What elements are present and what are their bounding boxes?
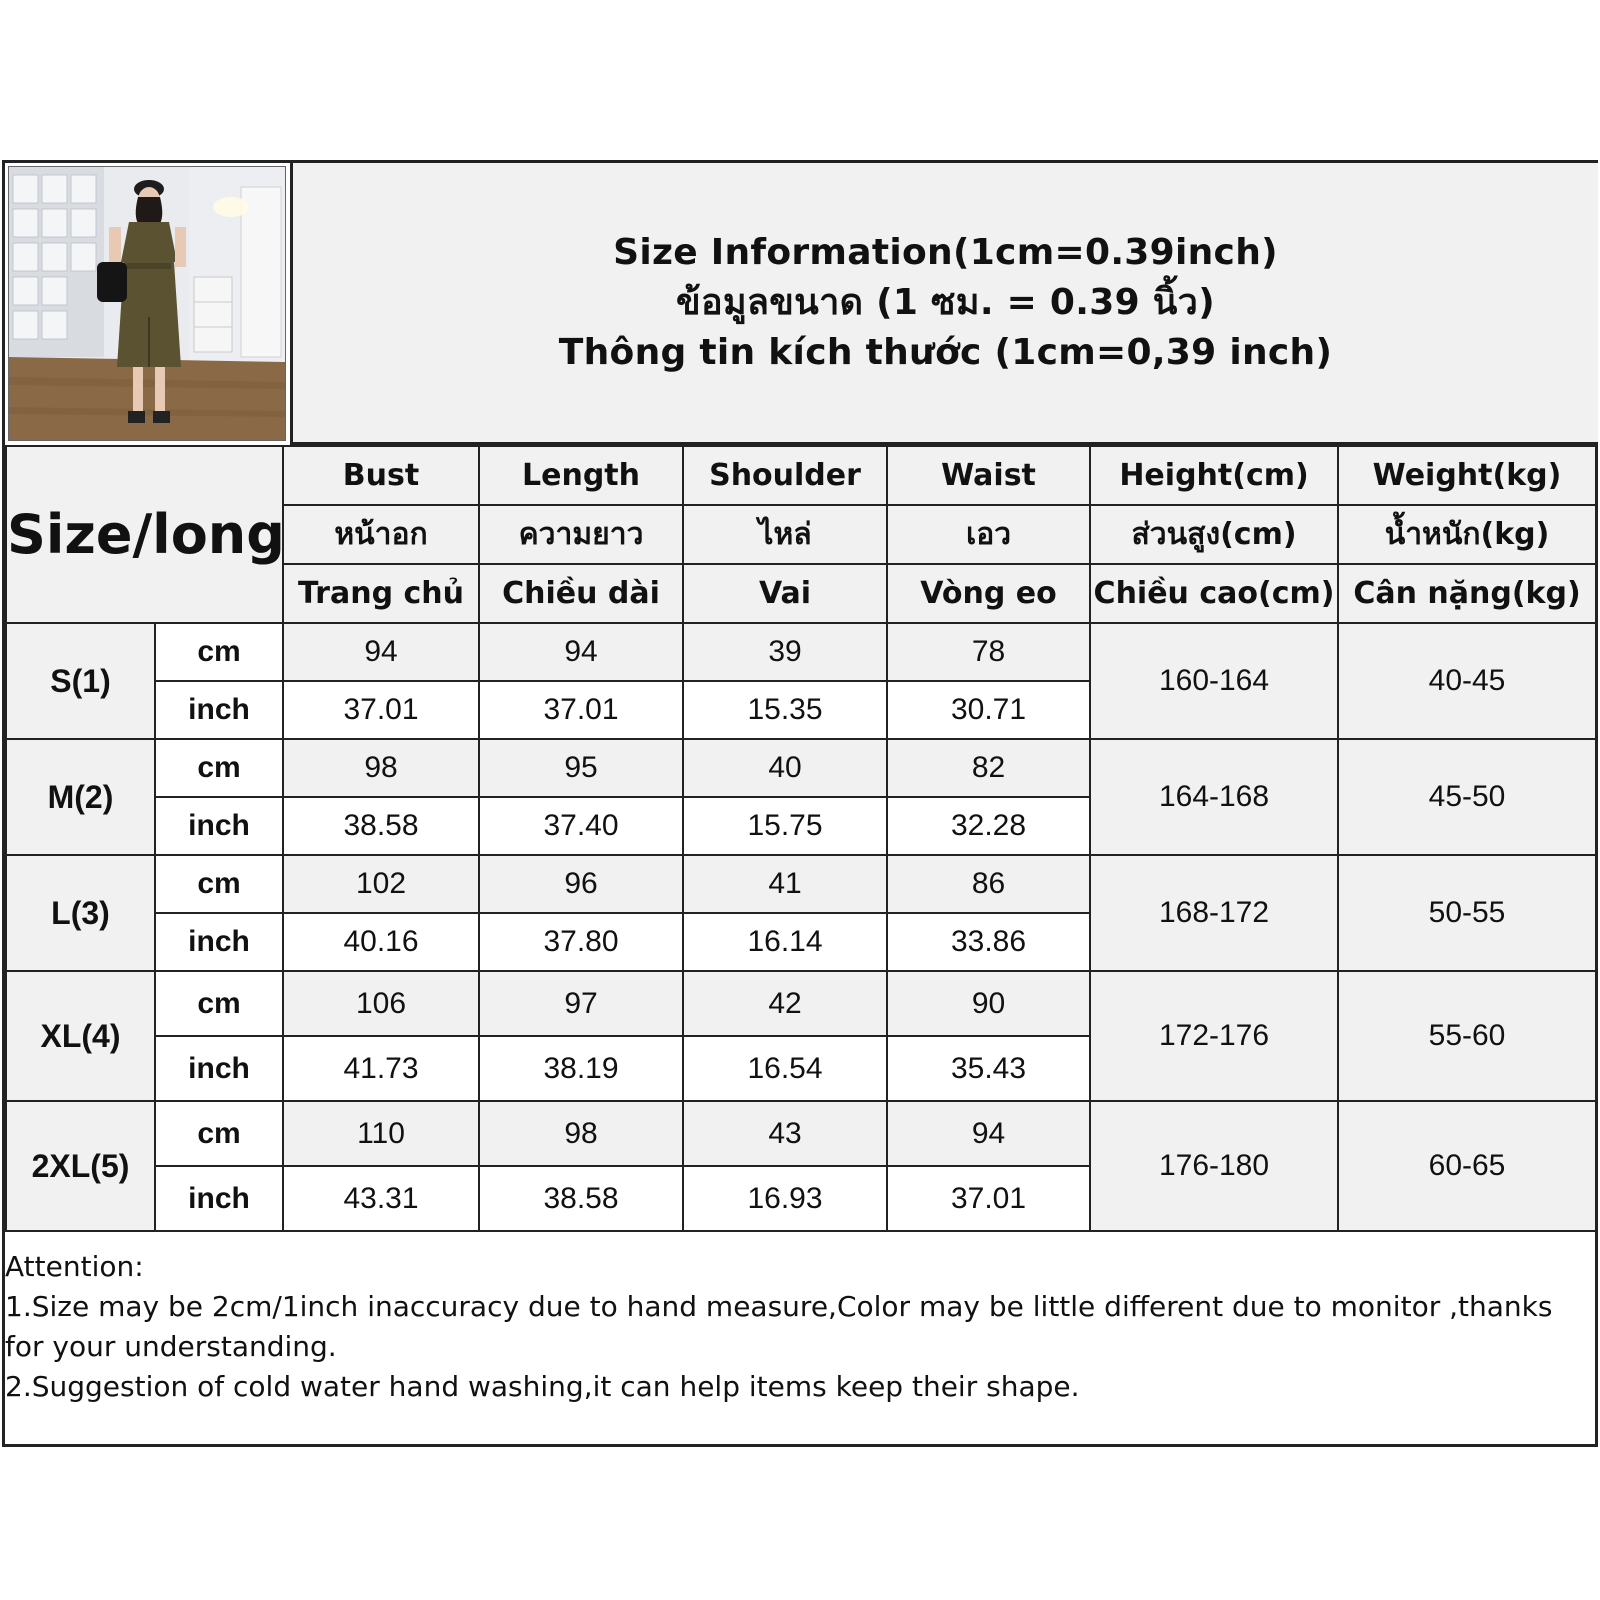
waist-inch: 35.43 [887,1036,1090,1101]
attention-notes [5,1247,1580,1407]
length-inch: 37.01 [479,681,683,739]
shoulder-inch: 16.54 [683,1036,887,1101]
length-inch: 38.19 [479,1036,683,1101]
unit-inch: inch [155,913,283,971]
length-cm: 95 [479,739,683,797]
unit-inch: inch [155,1166,283,1231]
size-label: L(3) [6,855,155,971]
unit-cm: cm [155,971,283,1036]
col-waist-vi: Vòng eo [887,564,1090,623]
note-washing: 2.Suggestion of cold water hand washing,it can help items keep their shape. [5,1370,1080,1403]
size-info-header [290,163,1598,445]
length-inch: 38.58 [479,1166,683,1231]
unit-inch: inch [155,1036,283,1101]
height-range: 172-176 [1090,971,1338,1101]
col-shoulder-vi: Vai [683,564,887,623]
col-waist-th: เอว [887,505,1090,564]
size-label: 2XL(5) [6,1101,155,1231]
waist-cm: 78 [887,623,1090,681]
title-thai: ข้อมูลขนาด (1 ซม. = 0.39 นิ้ว) [676,281,1215,323]
product-photo [8,166,286,441]
unit-inch: inch [155,797,283,855]
col-length-vi: Chiều dài [479,564,683,623]
shoulder-inch: 15.75 [683,797,887,855]
bust-cm: 110 [283,1101,479,1166]
bust-inch: 38.58 [283,797,479,855]
height-range: 164-168 [1090,739,1338,855]
col-weight-th: น้ำหนัก(kg) [1338,505,1596,564]
col-length-en: Length [479,446,683,505]
col-height-en: Height(cm) [1090,446,1338,505]
shoulder-cm: 40 [683,739,887,797]
unit-cm: cm [155,1101,283,1166]
unit-cm: cm [155,739,283,797]
length-inch: 37.40 [479,797,683,855]
bust-cm: 94 [283,623,479,681]
bust-cm: 102 [283,855,479,913]
col-bust-th: หน้าอก [283,505,479,564]
waist-cm: 90 [887,971,1090,1036]
col-weight-en: Weight(kg) [1338,446,1596,505]
col-shoulder-th: ไหล่ [683,505,887,564]
waist-inch: 30.71 [887,681,1090,739]
shoulder-cm: 41 [683,855,887,913]
model-photo-illustration [9,167,285,440]
col-waist-en: Waist [887,446,1090,505]
size-label: XL(4) [6,971,155,1101]
unit-cm: cm [155,623,283,681]
col-weight-vi: Cân nặng(kg) [1338,564,1596,623]
weight-range: 50-55 [1338,855,1596,971]
unit-inch: inch [155,681,283,739]
size-label: S(1) [6,623,155,739]
shoulder-cm: 39 [683,623,887,681]
col-height-th: ส่วนสูง(cm) [1090,505,1338,564]
length-cm: 96 [479,855,683,913]
waist-cm: 86 [887,855,1090,913]
weight-range: 55-60 [1338,971,1596,1101]
unit-cm: cm [155,855,283,913]
height-range: 160-164 [1090,623,1338,739]
height-range: 168-172 [1090,855,1338,971]
length-inch: 37.80 [479,913,683,971]
length-cm: 98 [479,1101,683,1166]
size-table [5,445,1597,1232]
size-label: M(2) [6,739,155,855]
col-bust-en: Bust [283,446,479,505]
bust-inch: 43.31 [283,1166,479,1231]
shoulder-inch: 15.35 [683,681,887,739]
length-cm: 94 [479,623,683,681]
waist-inch: 32.28 [887,797,1090,855]
col-bust-vi: Trang chủ [283,564,479,623]
col-height-vi: Chiều cao(cm) [1090,564,1338,623]
notes-title: Attention: [5,1250,144,1283]
waist-inch: 33.86 [887,913,1090,971]
shoulder-inch: 16.93 [683,1166,887,1231]
bust-cm: 98 [283,739,479,797]
weight-range: 45-50 [1338,739,1596,855]
bust-inch: 40.16 [283,913,479,971]
waist-inch: 37.01 [887,1166,1090,1231]
size-column-heading: Size/long [6,446,283,623]
shoulder-cm: 43 [683,1101,887,1166]
waist-cm: 94 [887,1101,1090,1166]
col-length-th: ความยาว [479,505,683,564]
waist-cm: 82 [887,739,1090,797]
weight-range: 40-45 [1338,623,1596,739]
length-cm: 97 [479,971,683,1036]
shoulder-cm: 42 [683,971,887,1036]
bust-inch: 37.01 [283,681,479,739]
title-english: Size Information(1cm=0.39inch) [613,231,1278,273]
weight-range: 60-65 [1338,1101,1596,1231]
col-shoulder-en: Shoulder [683,446,887,505]
title-vietnamese: Thông tin kích thước (1cm=0,39 inch) [558,331,1333,373]
note-measurement: 1.Size may be 2cm/1inch inaccuracy due to hand measure,Color may be little different due to monitor ,thanks for your understanding. [5,1290,1553,1363]
bust-inch: 41.73 [283,1036,479,1101]
height-range: 176-180 [1090,1101,1338,1231]
shoulder-inch: 16.14 [683,913,887,971]
bust-cm: 106 [283,971,479,1036]
